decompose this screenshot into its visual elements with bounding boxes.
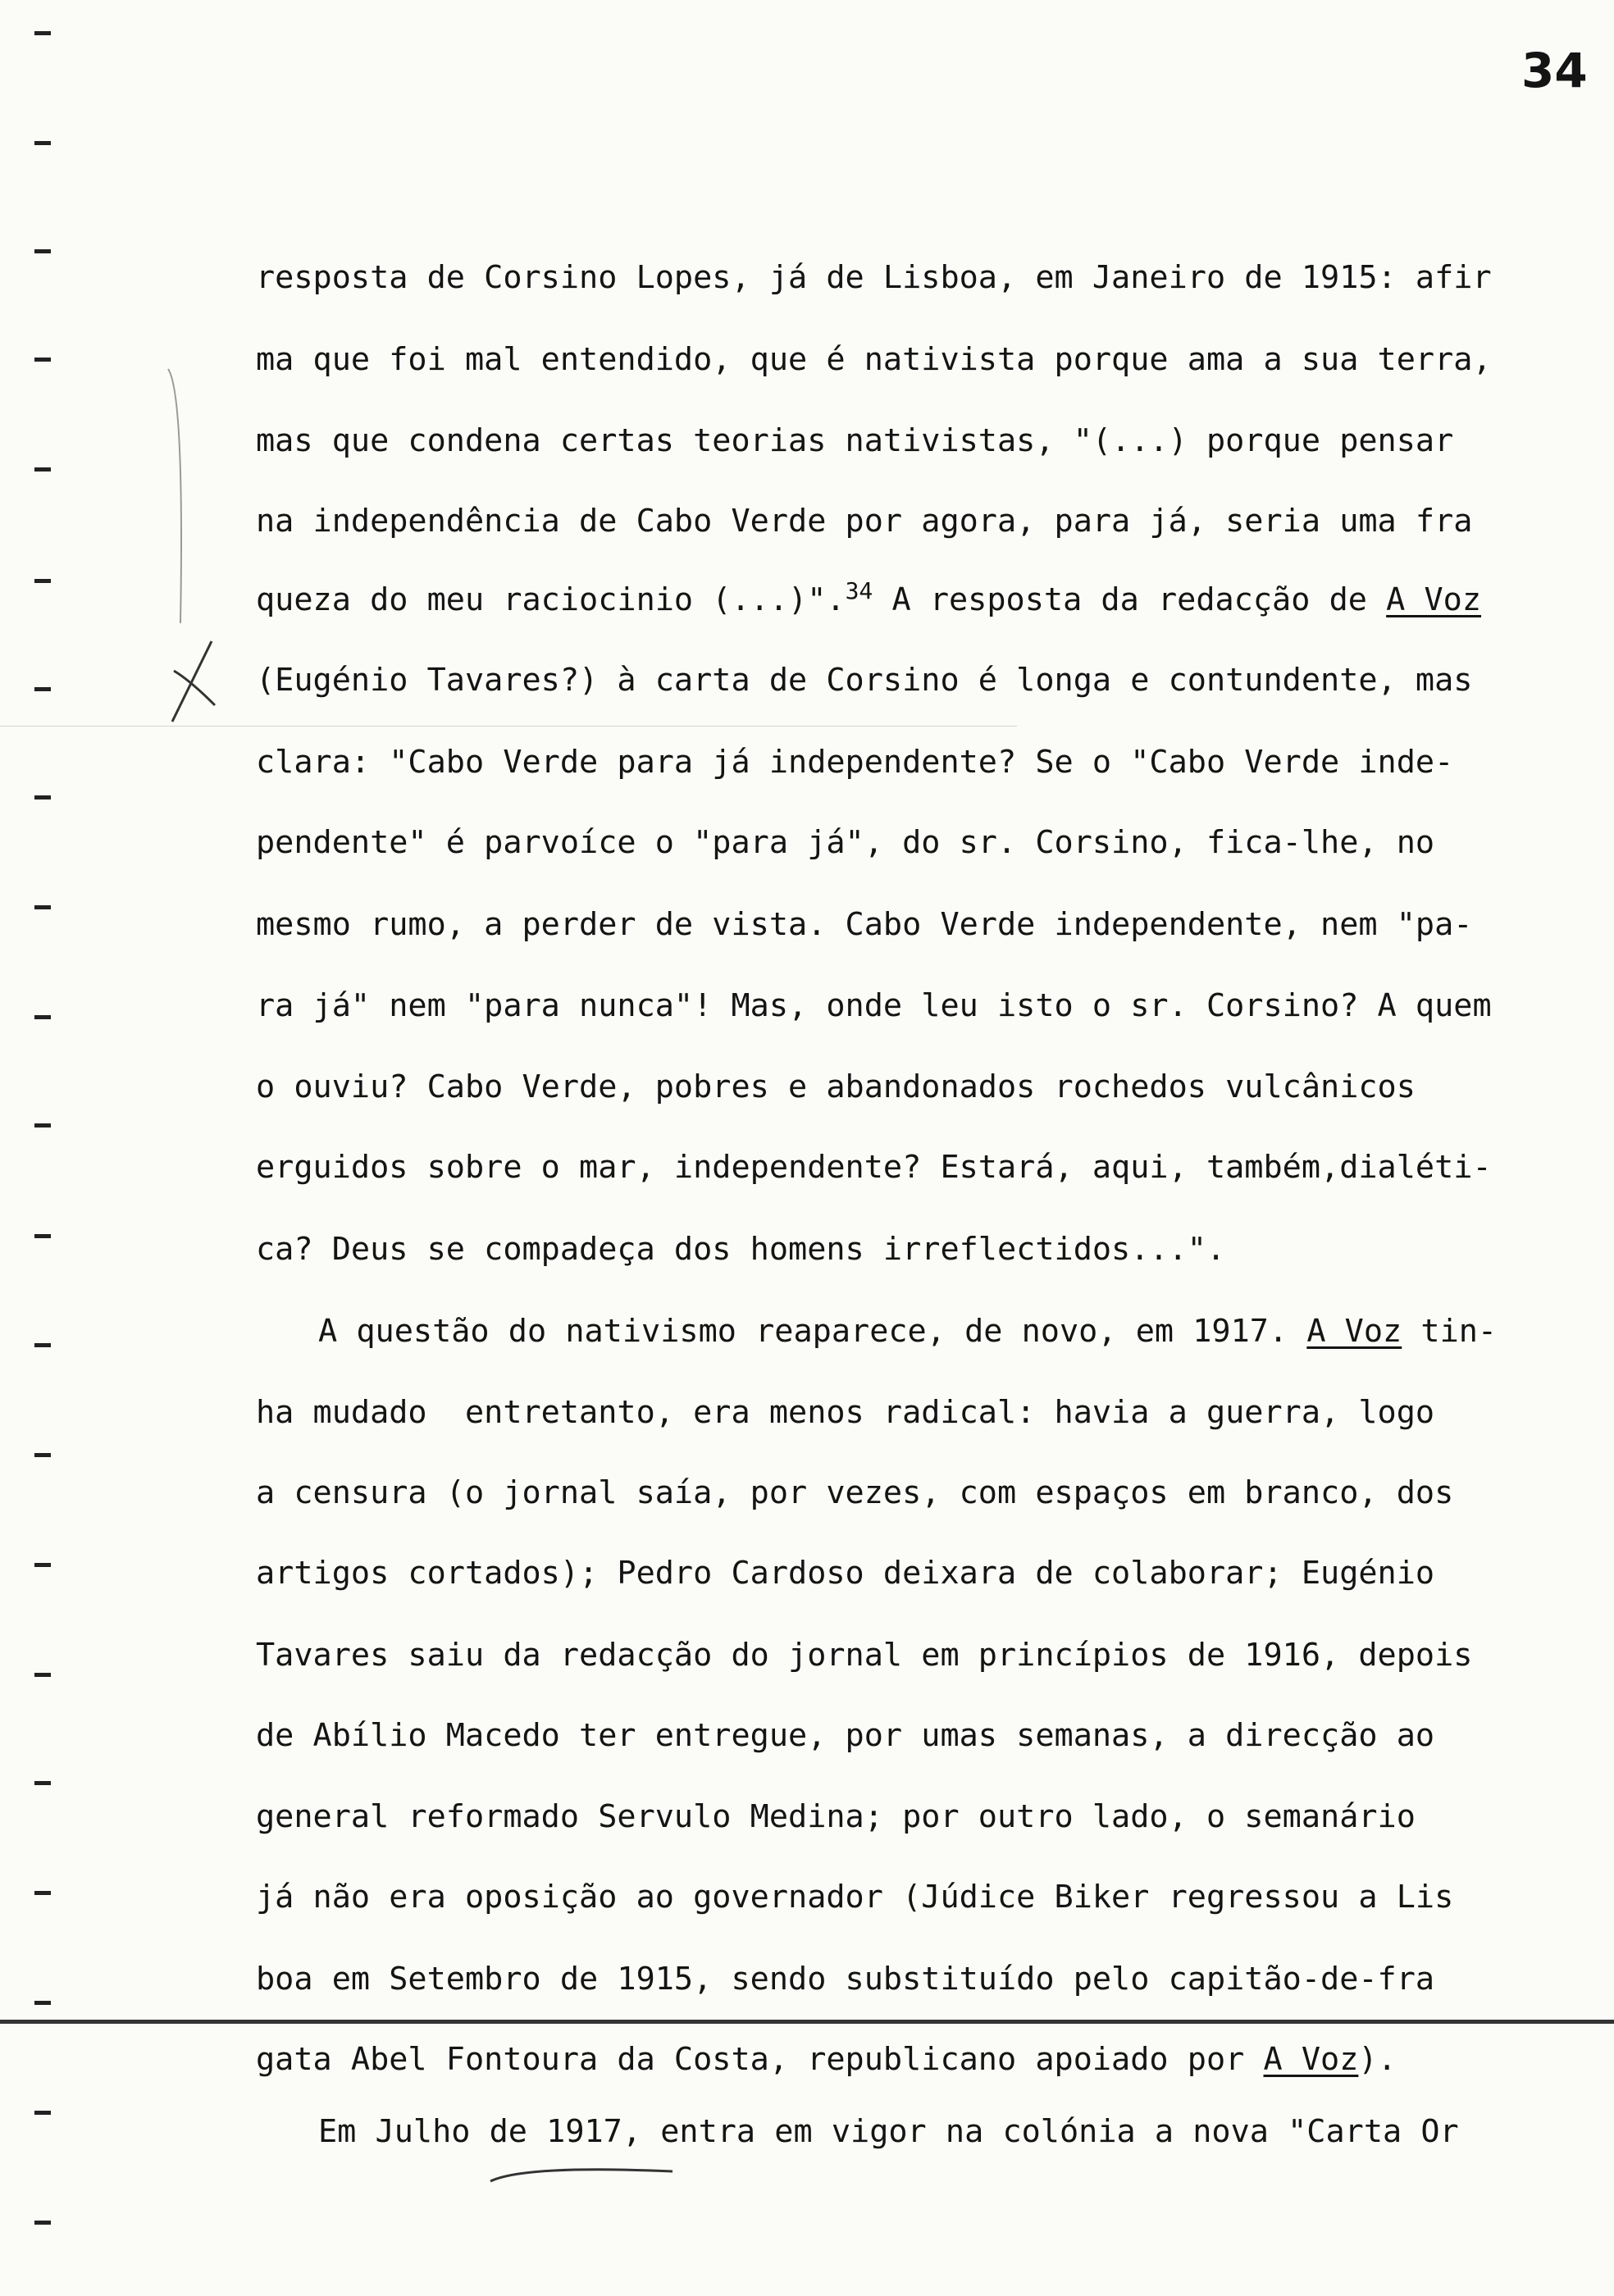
- handwritten-underline: [490, 2170, 672, 2181]
- text-line: Tavares saiu da redacção do jornal em princípios de 1916, depois: [256, 1637, 1473, 1674]
- text-line: Em Julho de 1917, entra em vigor na colónia a nova "Carta Or: [318, 2113, 1459, 2150]
- text-line: na independência de Cabo Verde por agora, para já, seria uma fra: [256, 503, 1473, 540]
- newspaper-title: A Voz: [1306, 1313, 1402, 1350]
- text-line: o ouviu? Cabo Verde, pobres e abandonados rochedos vulcânicos: [256, 1068, 1416, 1105]
- text-line: ha mudado entretanto, era menos radical: havia a guerra, logo: [256, 1394, 1435, 1431]
- handwritten-x-stroke: [172, 641, 212, 722]
- text-line: ra já" nem "para nunca"! Mas, onde leu isto o sr. Corsino? A quem: [256, 987, 1492, 1024]
- text-line: erguidos sobre o mar, independente? Estará, aqui, também,dialéti-: [256, 1149, 1492, 1186]
- text-line: A questão do nativismo reaparece, de novo, em 1917. A Voz tin-: [318, 1313, 1498, 1350]
- text-line: mesmo rumo, a perder de vista. Cabo Verde independente, nem "pa-: [256, 906, 1473, 943]
- text-line: artigos cortados); Pedro Cardoso deixara de colaborar; Eugénio: [256, 1555, 1435, 1592]
- text-line: de Abílio Macedo ter entregue, por umas semanas, a direcção ao: [256, 1717, 1435, 1754]
- text-line: mas que condena certas teorias nativistas, "(...) porque pensar: [256, 422, 1454, 459]
- page-number: 34: [1521, 43, 1588, 98]
- text-line: ca? Deus se compadeça dos homens irreflectidos...".: [256, 1231, 1226, 1268]
- text-line: clara: "Cabo Verde para já independente? Se o "Cabo Verde inde-: [256, 744, 1454, 781]
- text-line: gata Abel Fontoura da Costa, republicano apoiado por A Voz).: [256, 2041, 1397, 2078]
- text-line: pendente" é parvoíce o "para já", do sr. Corsino, fica-lhe, no: [256, 824, 1435, 861]
- text-line: queza do meu raciocinio (...)".$^{34}$ A resposta da redacção de A Voz: [256, 577, 1482, 618]
- newspaper-title: A Voz: [1263, 2041, 1359, 2078]
- footnote-ref: 34: [845, 577, 873, 604]
- text-line: (Eugénio Tavares?) à carta de Corsino é longa e contundente, mas: [256, 662, 1473, 699]
- text-line: resposta de Corsino Lopes, já de Lisboa, em Janeiro de 1915: afir: [256, 259, 1492, 296]
- text-line: ma que foi mal entendido, que é nativista porque ama a sua terra,: [256, 341, 1492, 378]
- newspaper-title: A Voz: [1386, 581, 1482, 618]
- text-line: já não era oposição ao governador (Júdice Biker regressou a Lis: [256, 1879, 1454, 1916]
- text-line: a censura (o jornal saía, por vezes, com espaços em branco, dos: [256, 1474, 1454, 1511]
- text-line: boa em Setembro de 1915, sendo substituído pelo capitão-de-fra: [256, 1961, 1435, 1998]
- pencil-margin-line: [168, 369, 181, 623]
- text-line: general reformado Servulo Medina; por outro lado, o semanário: [256, 1798, 1416, 1835]
